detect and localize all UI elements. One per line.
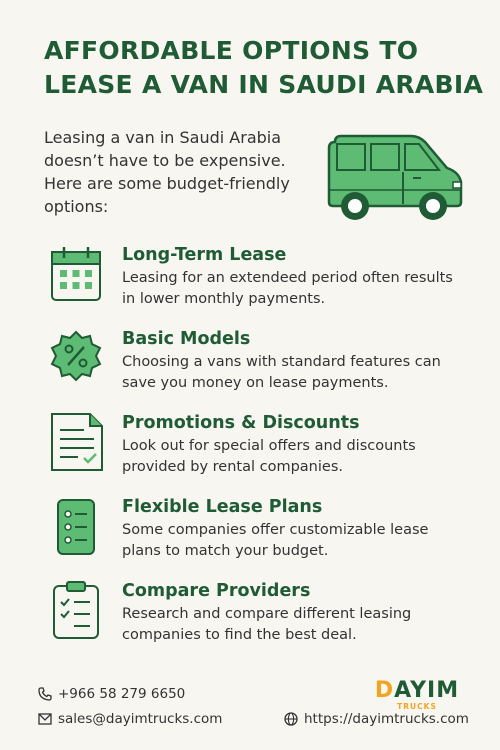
footer-email[interactable]	[38, 711, 222, 727]
logo-text: AYIM	[394, 678, 460, 703]
footer-phone[interactable]	[38, 686, 185, 702]
item-description: Research and compare different leasing companies to find the best deal.	[122, 606, 412, 643]
van-icon	[325, 130, 465, 225]
list-item	[48, 496, 468, 566]
item-heading: Compare Providers	[122, 581, 311, 601]
clipboard-checklist-icon	[48, 580, 104, 640]
item-heading: Flexible Lease Plans	[122, 497, 323, 517]
phone-number: +966 58 279 6650	[58, 686, 186, 702]
mail-icon	[38, 713, 52, 725]
list-icon	[48, 496, 104, 556]
email-address: sales@dayimtrucks.com	[58, 711, 223, 727]
brand-logo	[362, 680, 472, 712]
list-item	[48, 412, 468, 482]
item-heading: Long-Term Lease	[122, 245, 287, 265]
intro-text: Leasing a van in Saudi Arabia doesn’t have to be expensive. Here are some budget-friendly options:	[44, 128, 290, 216]
footer-website[interactable]	[284, 711, 469, 727]
item-description: Leasing for an extendeed period often results in lower monthly payments.	[122, 270, 453, 307]
list-item	[48, 328, 468, 398]
list-item	[48, 580, 468, 650]
document-check-icon	[48, 412, 104, 472]
logo-subtitle: TRUCKS	[397, 702, 437, 711]
page-title: AFFORDABLE OPTIONS TO LEASE A VAN IN SAUDI ARABIA	[44, 36, 484, 99]
list-item	[48, 244, 468, 314]
item-heading: Basic Models	[122, 329, 251, 349]
calendar-icon	[48, 244, 104, 304]
item-heading: Promotions & Discounts	[122, 413, 360, 433]
logo-initial: D	[374, 678, 395, 703]
website-url: https://dayimtrucks.com	[304, 711, 469, 727]
item-description: Choosing a vans with standard features can save you money on lease payments.	[122, 354, 441, 391]
discount-badge-icon	[48, 328, 104, 388]
item-description: Some companies offer customizable lease plans to match your budget.	[122, 522, 429, 559]
phone-icon	[38, 687, 52, 701]
item-description: Look out for special offers and discounts provided by rental companies.	[122, 438, 416, 475]
globe-icon	[284, 712, 298, 726]
